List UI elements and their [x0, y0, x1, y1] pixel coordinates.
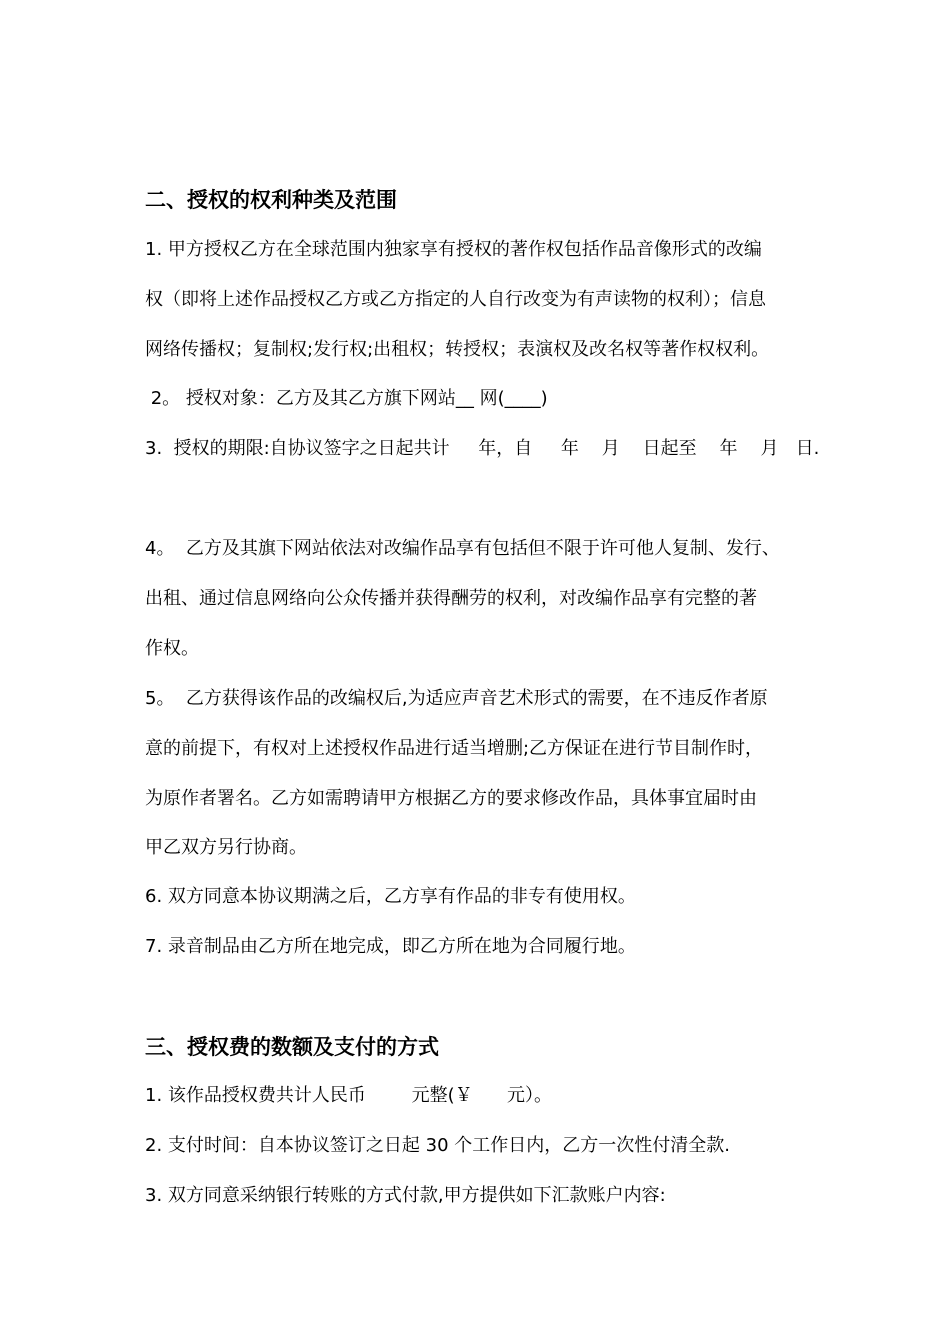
- section-2-line: 4。 乙方及其旗下网站依法对改编作品享有包括但不限于许可他人复制、发行、: [145, 538, 780, 559]
- section-2-line: 1. 甲方授权乙方在全球范围内独家享有授权的著作权包括作品音像形式的改编: [145, 239, 762, 260]
- section-2-line: 权（即将上述作品授权乙方或乙方指定的人自行改变为有声读物的权利）；信息: [145, 289, 766, 310]
- section-2-line: 出租、通过信息网络向公众传播并获得酬劳的权利，对改编作品享有完整的著: [145, 588, 757, 609]
- section-2-line: 7. 录音制品由乙方所在地完成，即乙方所在地为合同履行地。: [145, 936, 636, 957]
- section-3-line: 3. 双方同意采纳银行转账的方式付款,甲方提供如下汇款账户内容:: [145, 1185, 666, 1206]
- section-3-line: 2. 支付时间：自本协议签订之日起 30 个工作日内，乙方一次性付清全款.: [145, 1135, 730, 1156]
- section-2-line: 为原作者署名。乙方如需聘请甲方根据乙方的要求修改作品，具体事宜届时由: [145, 788, 757, 809]
- section-2-line: 作权。: [145, 638, 199, 659]
- section-2-line: 甲乙双方另行协商。: [145, 837, 307, 858]
- section-3-line: 1. 该作品授权费共计人民币 元整(￥ 元）。: [145, 1085, 553, 1106]
- section-2-line: 6. 双方同意本协议期满之后，乙方享有作品的非专有使用权。: [145, 886, 636, 907]
- section-2-line: 网络传播权；复制权;发行权;出租权；转授权；表演权及改名权等著作权权利。: [145, 339, 770, 360]
- section-3-heading: 三、授权费的数额及支付的方式: [145, 1035, 439, 1059]
- section-2-heading: 二、授权的权利种类及范围: [145, 188, 397, 212]
- section-2-line: 3. 授权的期限:自协议签字之日起共计 年，自 年 月 日起至 年 月 日.: [145, 438, 820, 459]
- section-2-line: 5。 乙方获得该作品的改编权后,为适应声音艺术形式的需要，在不违反作者原: [145, 688, 768, 709]
- section-2-line: 意的前提下，有权对上述授权作品进行适当增删;乙方保证在进行节目制作时，: [145, 738, 764, 759]
- section-2-line: 2。 授权对象：乙方及其乙方旗下网站__ 网(____): [145, 388, 548, 409]
